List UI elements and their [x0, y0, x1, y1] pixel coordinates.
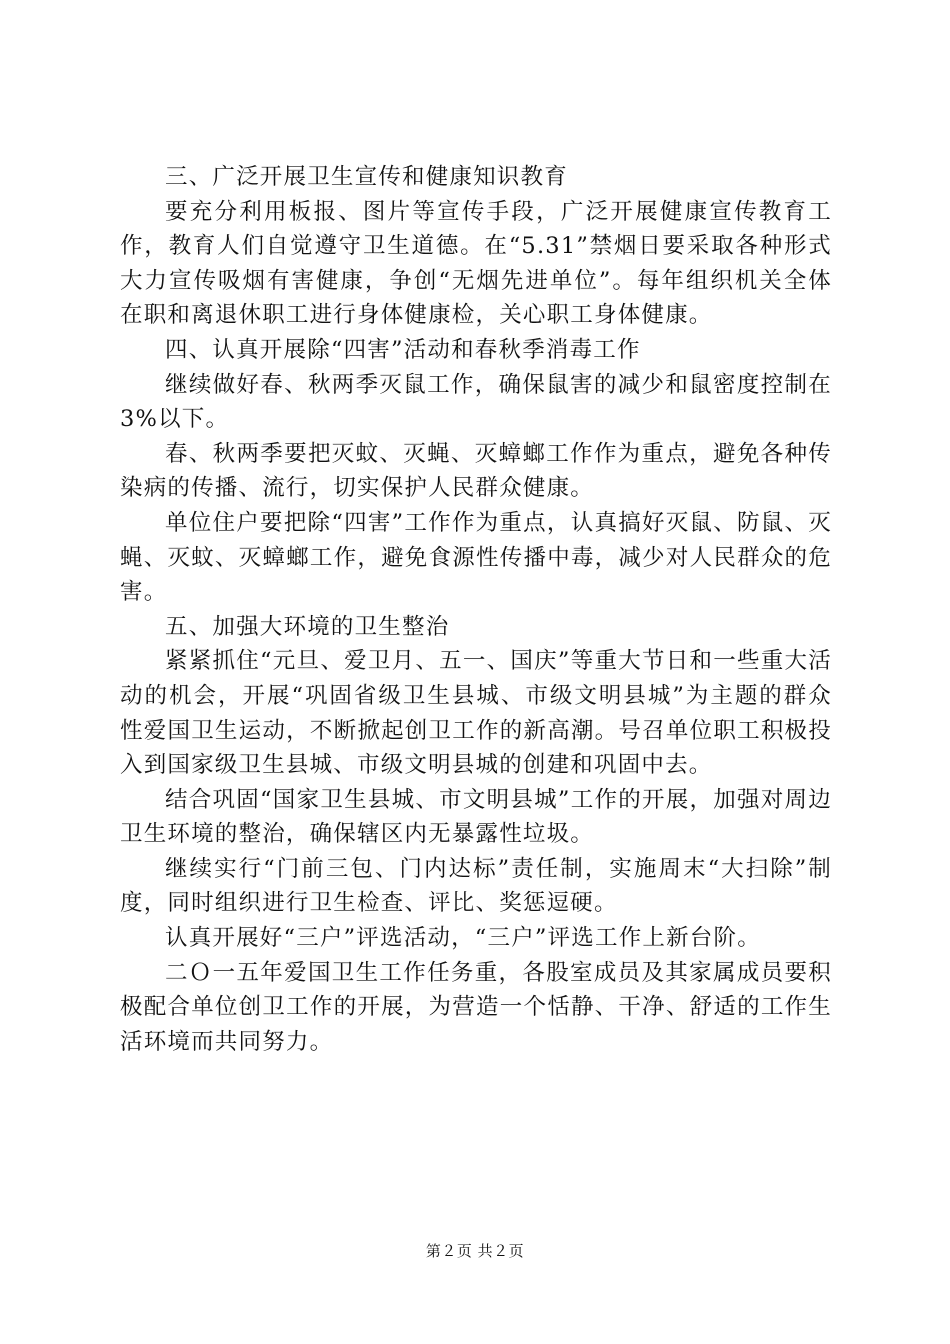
- document-body: [120, 160, 832, 1059]
- paragraph: 继续做好春、秋两季灭鼠工作，确保鼠害的减少和鼠密度控制在3%以下。: [120, 371, 832, 433]
- paragraph: 认真开展好“三户”评选活动，“三户”评选工作上新台阶。: [165, 925, 761, 952]
- page-footer: [0, 1241, 950, 1261]
- paragraph: 二Ｏ一五年爱国卫生工作任务重，各股室成员及其家属成员要积极配合单位创卫工作的开展，为营造一个恬静、干净、舒适的工作生活环境而共同努力。: [120, 959, 832, 1055]
- paragraph: 春、秋两季要把灭蚊、灭蝇、灭蟑螂工作作为重点，避免各种传染病的传播、流行，切实保护人民群众健康。: [120, 440, 832, 502]
- section-heading-3: 三、广泛开展卫生宣传和健康知识教育: [165, 164, 568, 190]
- section-heading-5: 五、加强大环境的卫生整治: [165, 613, 450, 640]
- paragraph: 紧紧抓住“元旦、爱卫月、五一、国庆”等重大节日和一些重大活动的机会，开展“巩固省级卫生县城、市级文明县城”为主题的群众性爱国卫生运动，不断掀起创卫工作的新高潮。号召单位职工积极投入到国家级卫生县城、市级文明县城的创建和巩固中去。: [120, 648, 832, 779]
- paragraph: 单位住户要把除“四害”工作作为重点，认真搞好灭鼠、防鼠、灭蝇、灭蚊、灭蟑螂工作，避免食源性传播中毒，减少对人民群众的危害。: [120, 509, 832, 606]
- paragraph: 继续实行“门前三包、门内达标”责任制，实施周末“大扫除”制度，同时组织进行卫生检查、评比、奖惩逗硬。: [120, 855, 832, 917]
- section-heading-4: 四、认真开展除“四害”活动和春秋季消毒工作: [165, 336, 641, 363]
- paragraph: 要充分利用板报、图片等宣传手段，广泛开展健康宣传教育工作，教育人们自觉遵守卫生道德。在“5.31”禁烟日要采取各种形式大力宣传吸烟有害健康，争创“无烟先进单位”。每年组织机关全体在职和离退休职工进行身体健康检，关心职工身体健康。: [120, 198, 832, 329]
- paragraph: 结合巩固“国家卫生县城、市文明县城”工作的开展，加强对周边卫生环境的整治，确保辖区内无暴露性垃圾。: [120, 786, 832, 848]
- page-number: 第２页 共２页: [425, 1242, 525, 1260]
